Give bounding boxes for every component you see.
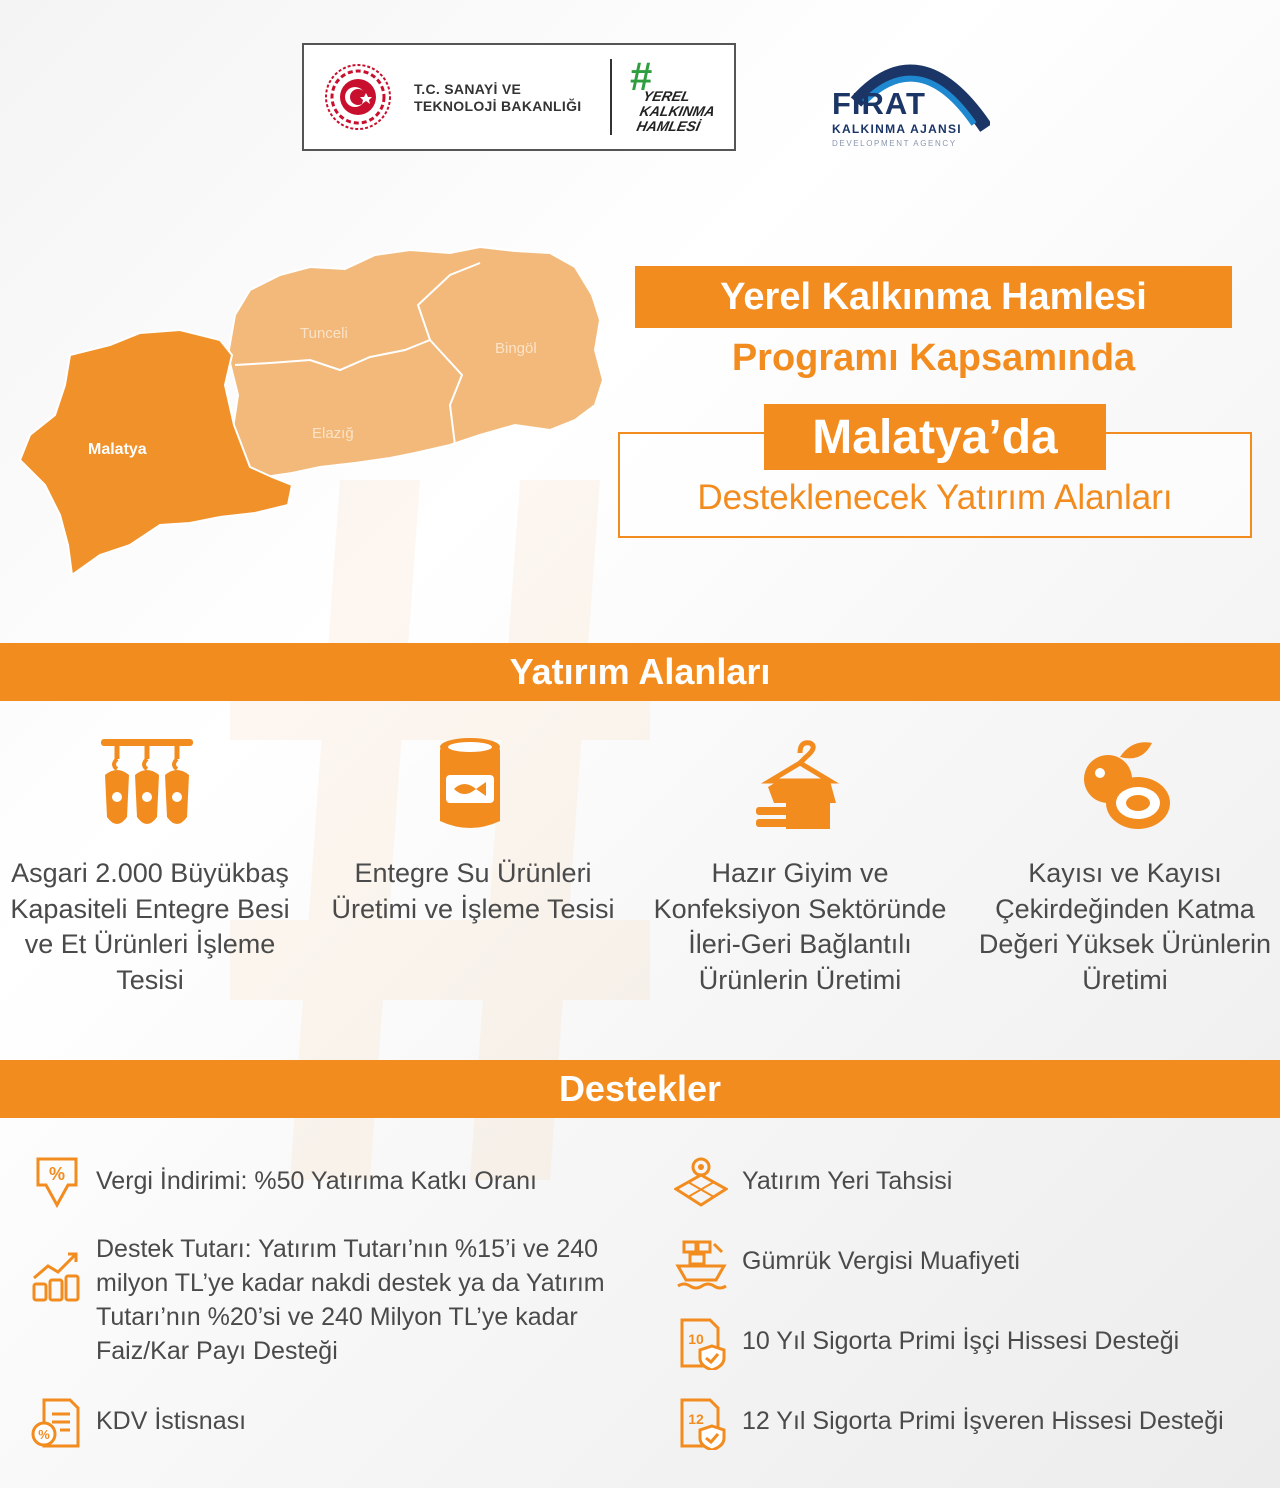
area-item-4-text: Kayısı ve Kayısı Çekirdeğinden Katma Değeri Yüksek Ürünlerin Üretimi	[978, 858, 1272, 995]
firat-agency-logo	[828, 40, 990, 154]
investment-areas-heading: Yatırım Alanları	[0, 643, 1280, 701]
supports-heading: Destekler	[0, 1060, 1280, 1118]
twelve-year-badge: 12	[688, 1411, 704, 1427]
map-other-provinces	[228, 247, 603, 477]
title-line-4: Desteklenecek Yatırım Alanları	[697, 478, 1173, 517]
title-line-2: Programı Kapsamında	[731, 337, 1136, 379]
map-label-bingol: Bingöl	[495, 340, 537, 357]
support-12-year-employer-premium: 12 Yıl Sigorta Primi İşveren Hissesi Desteği	[742, 1407, 1224, 1435]
svg-text:%: %	[48, 1164, 66, 1184]
region-map	[10, 245, 610, 585]
customs-ship-icon	[674, 1236, 728, 1290]
svg-text:%: %	[38, 1427, 50, 1442]
support-tax-reduction: Vergi İndirimi: %50 Yatırıma Katkı Oranı	[96, 1167, 537, 1195]
map-label-tunceli: Tunceli	[300, 325, 348, 342]
area-item-3-text: Hazır Giyim ve Konfeksiyon Sektöründe İleri-Geri Bağlantılı Ürünlerin Üretimi	[653, 858, 947, 995]
support-vat-exemption: KDV İstisnası	[96, 1407, 247, 1435]
ministry-emblem-icon	[324, 63, 392, 131]
support-10-year-employee-premium: 10 Yıl Sigorta Primi İşçi Hissesi Desteği	[742, 1327, 1180, 1355]
percent-down-icon	[30, 1155, 84, 1209]
map-label-elazig: Elazığ	[312, 425, 354, 442]
hashtag-icon: #	[630, 55, 653, 99]
support-amount: Destek Tutarı: Yatırım Tutarı’nın %15’i ve 240 milyon TL’ye kadar nakdi destek ya da Yatırım Tutarı’nın %20’si ve 240 Milyon TL’ye kadar Faiz/Kar Payı Desteği	[96, 1235, 605, 1365]
area-item-1-text: Asgari 2.000 Büyükbaş Kapasiteli Entegre Besi ve Et Ürünleri İşleme Tesisi	[10, 858, 290, 995]
twelve-year-shield-icon	[674, 1396, 728, 1450]
meat-hooks-icon	[97, 735, 197, 835]
ten-year-shield-icon	[674, 1316, 728, 1370]
area-item-2-text: Entegre Su Ürünleri Üretimi ve İşleme Tesisi	[331, 858, 615, 924]
support-customs-exemption: Gümrük Vergisi Muafiyeti	[742, 1247, 1020, 1275]
hashtag-logo-text: YEREL KALKINMA HAMLESİ	[635, 88, 716, 134]
support-land-allocation: Yatırım Yeri Tahsisi	[742, 1167, 953, 1195]
title-line-1: Yerel Kalkınma Hamlesi	[635, 266, 1232, 328]
ministry-name: T.C. SANAYİ VE TEKNOLOJİ BAKANLIĞI	[414, 81, 582, 114]
logo-divider	[610, 59, 612, 135]
fish-can-icon	[420, 735, 520, 835]
agency-subtitle-en: DEVELOPMENT AGENCY	[832, 139, 957, 148]
coins-chart-icon	[30, 1250, 84, 1304]
apricot-icon	[1076, 735, 1176, 835]
yerel-kalkinma-hamlesi-logo	[630, 55, 720, 143]
land-location-icon	[674, 1155, 728, 1209]
ministry-logo-box	[302, 43, 736, 151]
map-label-malatya: Malatya	[88, 441, 147, 458]
ten-year-badge: 10	[688, 1331, 704, 1347]
vat-document-icon	[30, 1396, 84, 1450]
agency-subtitle: KALKINMA AJANSI	[832, 122, 962, 136]
clothes-hanger-icon	[750, 735, 850, 835]
title-city: Malatya’da	[764, 404, 1106, 470]
agency-name: FIRAT	[832, 86, 926, 121]
